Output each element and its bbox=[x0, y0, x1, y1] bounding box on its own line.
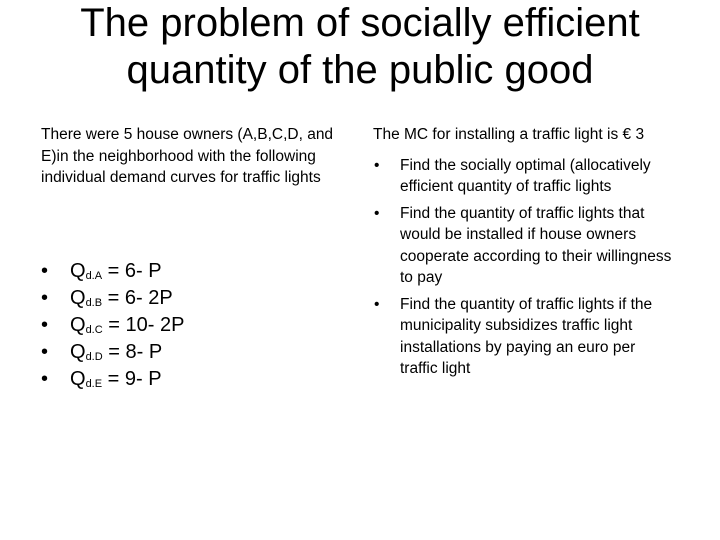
bullet-icon: • bbox=[41, 341, 49, 363]
bullet-icon: • bbox=[374, 295, 380, 313]
demand-curve-item bbox=[41, 258, 184, 285]
quantity-symbol: Q bbox=[70, 287, 86, 309]
demand-subscript: d.C bbox=[85, 324, 103, 336]
demand-curve-item bbox=[41, 312, 184, 339]
quantity-symbol: Q bbox=[70, 341, 86, 363]
demand-curve-item bbox=[41, 285, 184, 312]
demand-curve-item bbox=[41, 366, 184, 393]
bullet-icon: • bbox=[41, 368, 49, 390]
right-column bbox=[373, 124, 673, 385]
task-item bbox=[373, 155, 673, 198]
demand-equation: = 6- P bbox=[102, 260, 162, 282]
task-text: Find the quantity of traffic lights if the municipality subsidizes traffic light installations by paying an euro per traffic light bbox=[400, 295, 653, 377]
demand-curves-list bbox=[41, 258, 184, 393]
demand-curve-item bbox=[41, 339, 184, 366]
demand-equation: = 10- 2P bbox=[102, 314, 185, 336]
tasks-list bbox=[373, 155, 673, 380]
demand-subscript: d.E bbox=[85, 378, 103, 390]
task-item bbox=[373, 294, 673, 380]
intro-text: There were 5 house owners (A,B,C,D, and E)in the neighborhood with the following individual demand curves for traffic lights bbox=[41, 126, 334, 186]
demand-subscript: d.B bbox=[85, 297, 103, 309]
demand-equation: = 9- P bbox=[102, 368, 162, 390]
bullet-icon: • bbox=[374, 156, 380, 174]
quantity-symbol: Q bbox=[70, 314, 86, 336]
demand-equation: = 8- P bbox=[102, 341, 163, 363]
demand-equation: = 6- 2P bbox=[102, 287, 173, 309]
bullet-icon: • bbox=[41, 287, 49, 309]
marginal-cost-text: The MC for installing a traffic light is € 3 bbox=[373, 126, 645, 143]
demand-subscript: d.A bbox=[85, 270, 103, 282]
left-column bbox=[41, 124, 361, 390]
bullet-icon: • bbox=[41, 260, 49, 282]
bullet-icon: • bbox=[41, 314, 49, 336]
task-text: Find the quantity of traffic lights that would be installed if house owners cooperate according to their willingness to pay bbox=[400, 204, 672, 286]
quantity-symbol: Q bbox=[70, 368, 86, 390]
bullet-icon: • bbox=[374, 204, 380, 222]
quantity-symbol: Q bbox=[70, 260, 86, 282]
task-text: Find the socially optimal (allocatively efficient quantity of traffic lights bbox=[400, 156, 651, 195]
task-item bbox=[373, 203, 673, 289]
demand-subscript: d.D bbox=[85, 351, 103, 363]
slide-title: The problem of socially efficient quantity of the public good bbox=[80, 1, 640, 92]
